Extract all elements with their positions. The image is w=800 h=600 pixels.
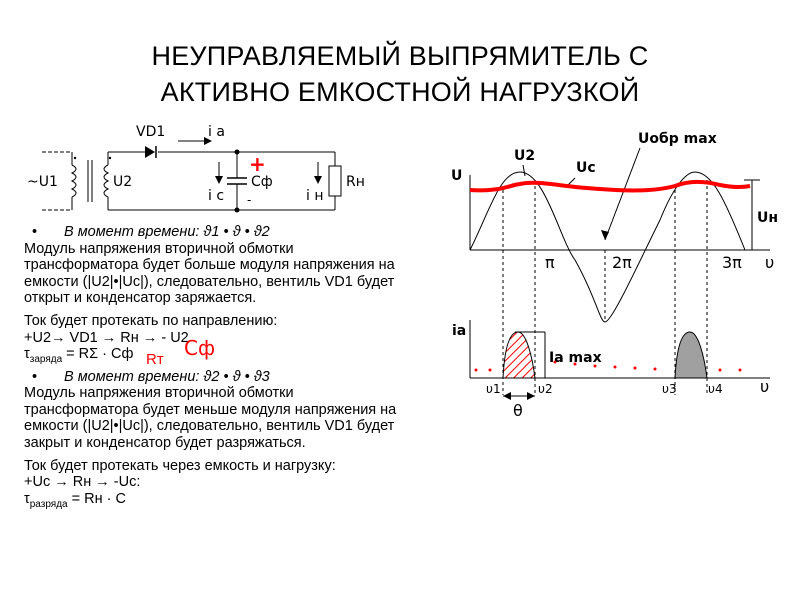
bullet-2: • В момент времени: ϑ2 • ϑ • ϑ3	[24, 369, 444, 386]
cf-annotation: Cф	[184, 336, 216, 361]
v2-tick: υ2	[538, 382, 553, 396]
minus-mark: -	[247, 193, 252, 207]
load-current-label: i н	[306, 188, 324, 204]
capacitor-label: Cф	[251, 174, 273, 190]
diode-label: VD1	[136, 124, 166, 140]
paragraph-2: Ток будет протекать по направлению: +U2→ VD1 → Rн → - U2	[24, 312, 278, 346]
tau-discharge: $\tau_{разряда}$ = Rн · C	[24, 490, 126, 510]
ia-axis-label: ia	[452, 323, 467, 339]
secondary-voltage-label: U2	[113, 174, 133, 190]
u2-curve-label: U2	[514, 148, 536, 164]
load-resistor-label: Rн	[346, 174, 365, 190]
paragraph-1: Модуль напряжения вторичной обмотки трансформатора будет больше модуля напряжения на емкости (|U2|•|Uc|), следовательно, вентиль VD1 будет открыт и конденсатор заряжается.	[24, 240, 395, 307]
u-axis-label: U	[451, 168, 463, 184]
title-line-1: НЕУПРАВЛЯЕМЫЙ ВЫПРЯМИТЕЛЬ С	[151, 41, 649, 71]
un-label: Uн	[757, 210, 779, 226]
theta-axis-label-lower: υ	[760, 377, 770, 396]
three-pi-tick: 3π	[722, 253, 742, 272]
bullet-1: • В момент времени: ϑ1 • ϑ • ϑ2	[24, 224, 444, 241]
v3-tick: υ3	[662, 382, 677, 396]
theta-label: θ	[513, 401, 523, 420]
title-line-2: АКТИВНО ЕМКОСТНОЙ НАГРУЗКОЙ	[160, 77, 640, 107]
v1-tick: υ1	[486, 382, 501, 396]
tau-charge: $\tau_{заряда} = R\Sigma$ · Cф Cф Rт	[24, 336, 216, 369]
pi-tick: π	[545, 253, 555, 272]
uc-curve-label: Uc	[576, 160, 596, 176]
ia-max-label: Ia max	[549, 350, 602, 366]
paragraph-3: Модуль напряжения вторичной обмотки трансформатора будет меньше модуля напряжения на емкости (|U2|•|Uc|), следовательно, вентиль VD1 будет закрыт и конденсатор будет разряжаться.	[24, 385, 397, 452]
capacitor-current-label: i c	[208, 188, 225, 204]
input-voltage-label: ~U1	[27, 174, 58, 190]
paragraph-4: Ток будет протекать через емкость и нагрузку: +Uc → Rн → -Uc:	[24, 457, 336, 491]
two-pi-tick: 2π	[612, 253, 632, 272]
theta-axis-label: υ	[765, 253, 775, 272]
plus-annotation: +	[249, 152, 266, 176]
anode-current-label: i a	[208, 124, 225, 140]
v4-tick: υ4	[708, 382, 723, 396]
rt-annotation: Rт	[146, 351, 164, 369]
uobr-max-label: Uобр max	[638, 131, 717, 147]
